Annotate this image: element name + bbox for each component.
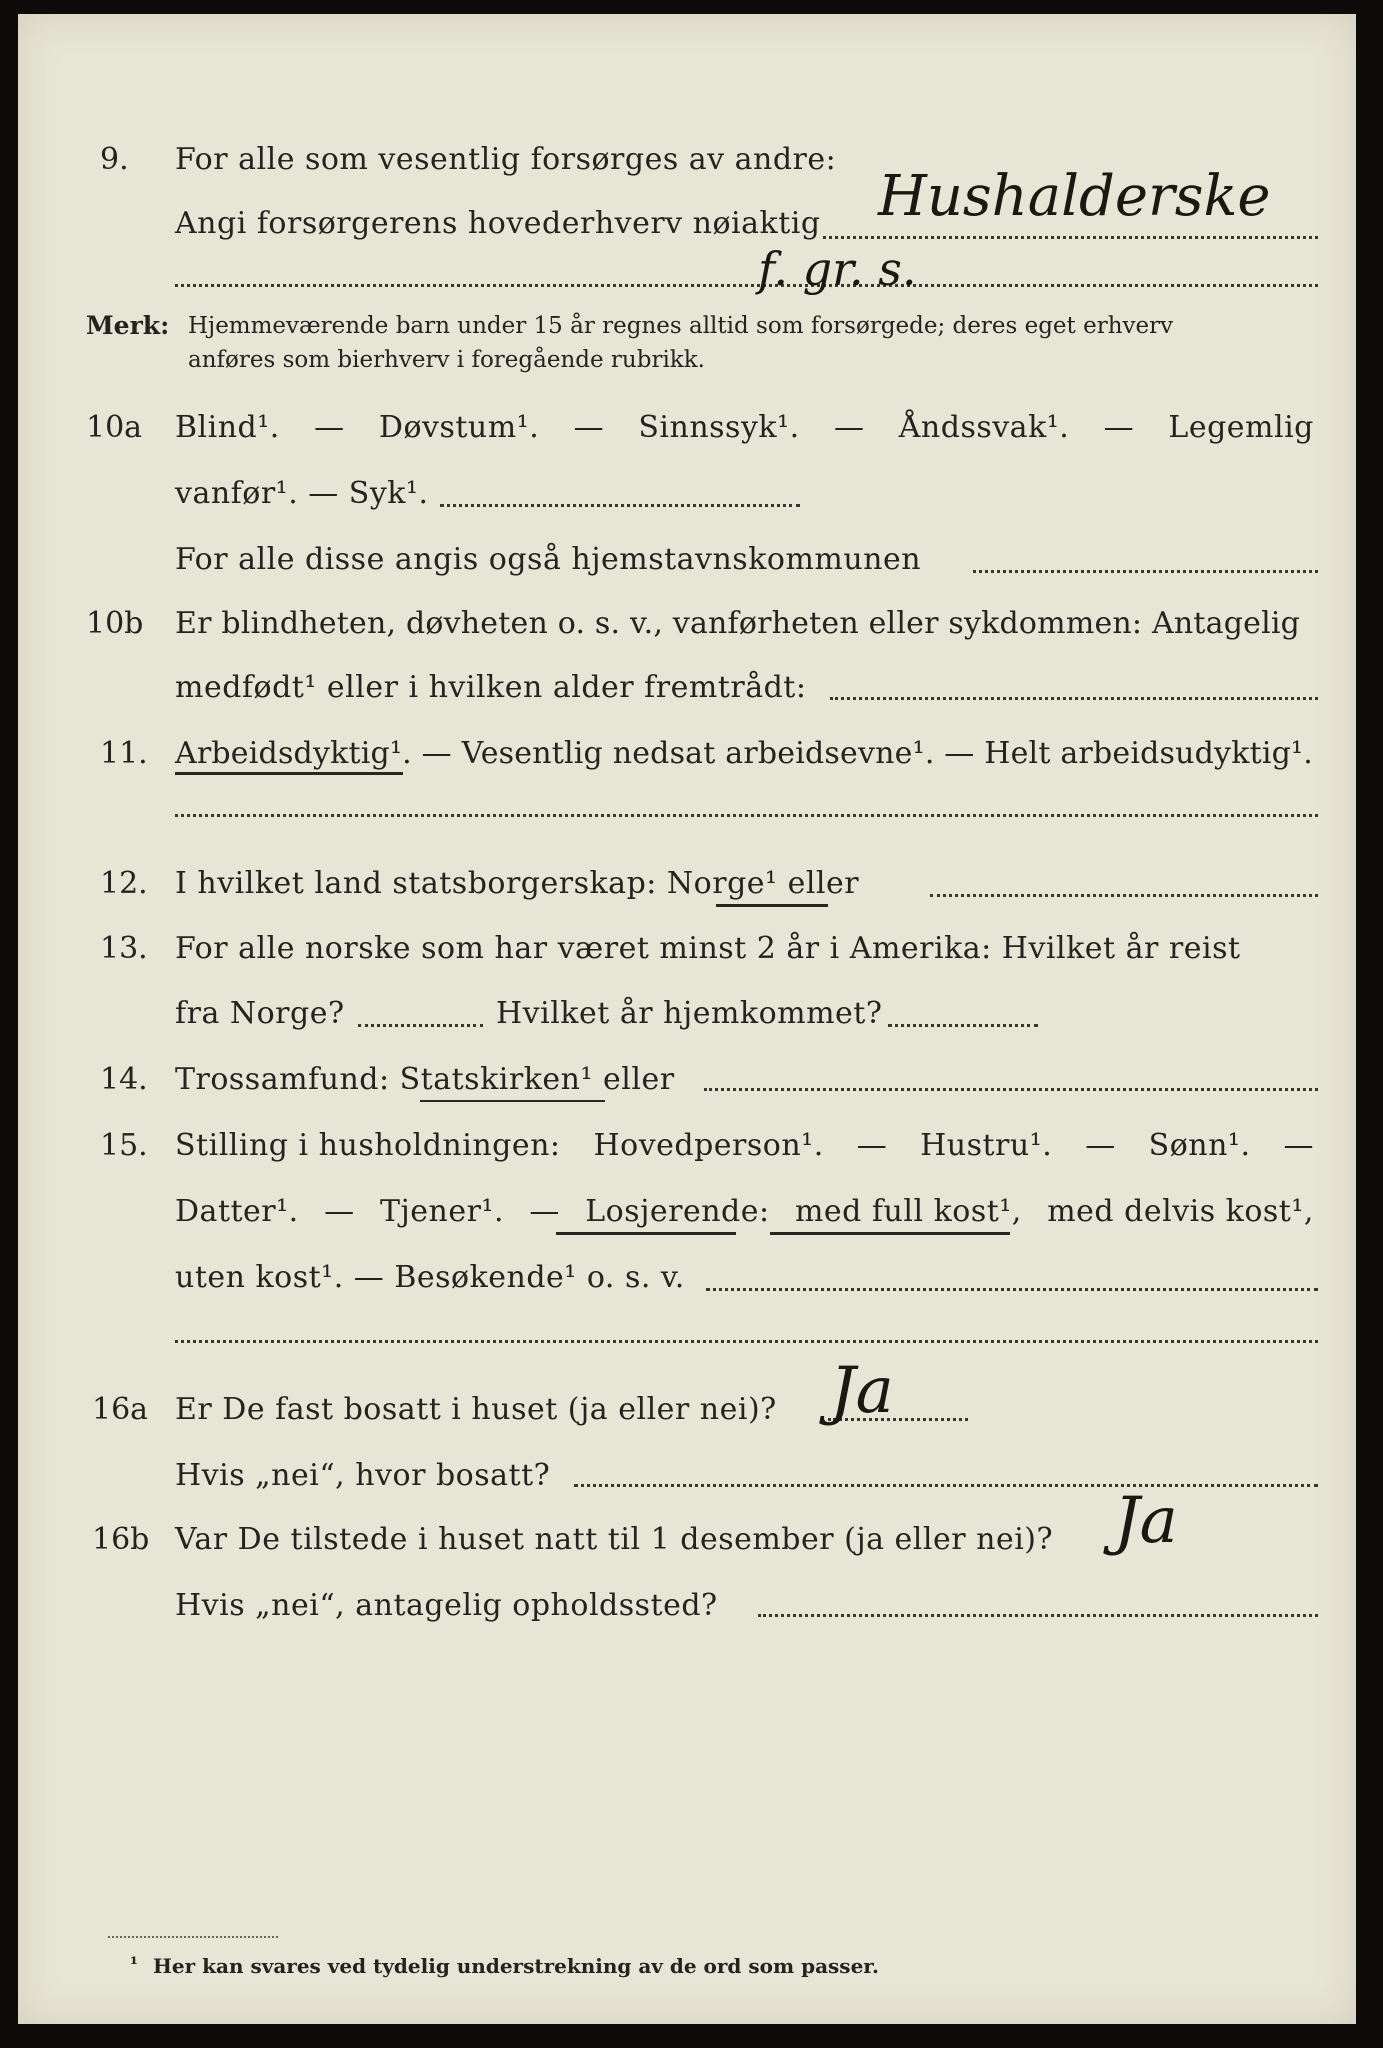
question-text: For alle som vesentlig forsørges av andre:	[175, 142, 837, 177]
separator: —	[856, 1128, 888, 1163]
question-number: 9.	[100, 142, 129, 177]
note-text: Hjemmeværende barn under 15 år regnes alltid som forsørgede; deres eget erhverv	[188, 313, 1174, 339]
question-text: vanfør¹. — Syk¹.	[175, 476, 429, 511]
separator: —	[573, 410, 605, 445]
question-number: 12.	[100, 866, 148, 901]
question-text: Er De fast bosatt i huset (ja eller nei)?	[175, 1392, 777, 1427]
question-options	[175, 1128, 1314, 1163]
option-text: Sønn¹.	[1148, 1128, 1251, 1163]
question-text: Var De tilstede i huset natt til 1 desember (ja eller nei)?	[175, 1522, 1054, 1557]
answer-line	[358, 1024, 483, 1027]
separator: —	[324, 1194, 355, 1229]
underline-mark	[175, 772, 403, 775]
answer-line	[758, 1614, 1318, 1617]
handwritten-answer: Hushalderske	[878, 164, 1271, 229]
question-text: For alle norske som har været minst 2 år i Amerika: Hvilket år reist	[175, 931, 1241, 966]
question-text: Trossamfund: Statskirken¹ eller	[175, 1062, 675, 1097]
option-text: med full kost¹,	[794, 1194, 1022, 1229]
separator: —	[1085, 1128, 1116, 1163]
answer-line	[706, 1288, 1318, 1291]
underline-mark	[716, 904, 828, 907]
question-options	[175, 410, 1314, 445]
answer-line	[823, 236, 1318, 239]
option-text: Legemlig	[1168, 410, 1314, 445]
answer-line	[704, 1088, 1318, 1091]
option-text: Sinnssyk¹.	[638, 410, 800, 445]
question-text: Er blindheten, døvheten o. s. v., vanførheten eller sykdommen: Antagelig	[175, 606, 1301, 641]
answer-line	[440, 504, 800, 507]
footnote-text: Her kan svares ved tydelig understrekning av de ord som passer.	[153, 1954, 879, 1978]
option-text: Hovedperson¹.	[593, 1128, 824, 1163]
underline-mark	[556, 1232, 736, 1235]
question-number: 14.	[100, 1062, 148, 1097]
question-text: fra Norge?	[175, 996, 345, 1031]
question-number: 10a	[86, 410, 143, 445]
handwritten-answer: Ja	[1114, 1484, 1178, 1558]
question-options	[175, 1194, 1314, 1229]
question-text: uten kost¹. — Besøkende¹ o. s. v.	[175, 1260, 685, 1295]
answer-line	[973, 570, 1318, 573]
question-number: 10b	[86, 606, 144, 641]
option-text: Stilling i husholdningen:	[175, 1128, 561, 1163]
separator: —	[833, 410, 865, 445]
answer-line	[930, 894, 1318, 897]
answer-line	[175, 814, 1318, 817]
question-number: 16a	[92, 1392, 149, 1427]
underline-mark	[420, 1100, 605, 1102]
census-form-page	[18, 14, 1356, 2024]
answer-line	[888, 1024, 1038, 1027]
option-text: Datter¹.	[175, 1194, 299, 1229]
separator: —	[529, 1194, 560, 1229]
handwritten-answer: f. gr. s.	[758, 242, 917, 296]
question-number: 16b	[92, 1522, 150, 1557]
question-text: Angi forsørgerens hovederhverv nøiaktig	[175, 206, 821, 241]
question-text: medfødt¹ eller i hvilken alder fremtrådt:	[175, 670, 807, 705]
note-label: Merk:	[86, 311, 170, 340]
separator: —	[1283, 1128, 1314, 1163]
handwritten-answer: Ja	[830, 1354, 894, 1428]
answer-line	[830, 697, 1318, 700]
question-number: 15.	[100, 1128, 148, 1163]
option-text: Losjerende:	[585, 1194, 770, 1229]
question-number: 11.	[100, 736, 148, 771]
answer-line	[175, 1340, 1318, 1343]
footnote-rule	[108, 1936, 278, 1938]
option-text: Blind¹.	[175, 410, 280, 445]
question-text: For alle disse angis også hjemstavnskommunen	[175, 542, 922, 577]
option-text: Tjener¹.	[379, 1194, 504, 1229]
option-text: Åndssvak¹.	[898, 410, 1070, 445]
question-text: Hvis „nei“, hvor bosatt?	[175, 1458, 551, 1493]
question-text: Hvis „nei“, antagelig opholdssted?	[175, 1588, 718, 1623]
separator: —	[314, 410, 345, 445]
question-text: I hvilket land statsborgerskap: Norge¹ eller	[175, 866, 860, 901]
separator: —	[1103, 410, 1135, 445]
question-text: Hvilket år hjemkommet?	[496, 996, 883, 1031]
footnote-mark: ¹	[130, 1954, 138, 1975]
underline-mark	[770, 1232, 1010, 1235]
option-text: Døvstum¹.	[378, 410, 540, 445]
answer-line	[175, 284, 1318, 287]
answer-line	[574, 1484, 1318, 1487]
question-number: 13.	[100, 931, 148, 966]
option-text: med delvis kost¹,	[1047, 1194, 1314, 1229]
option-text: Hustru¹.	[920, 1128, 1053, 1163]
note-text: anføres som bierhverv i foregående rubrikk.	[188, 347, 705, 373]
question-text: Arbeidsdyktig¹. — Vesentlig nedsat arbeidsevne¹. — Helt arbeidsudyktig¹.	[175, 736, 1313, 771]
